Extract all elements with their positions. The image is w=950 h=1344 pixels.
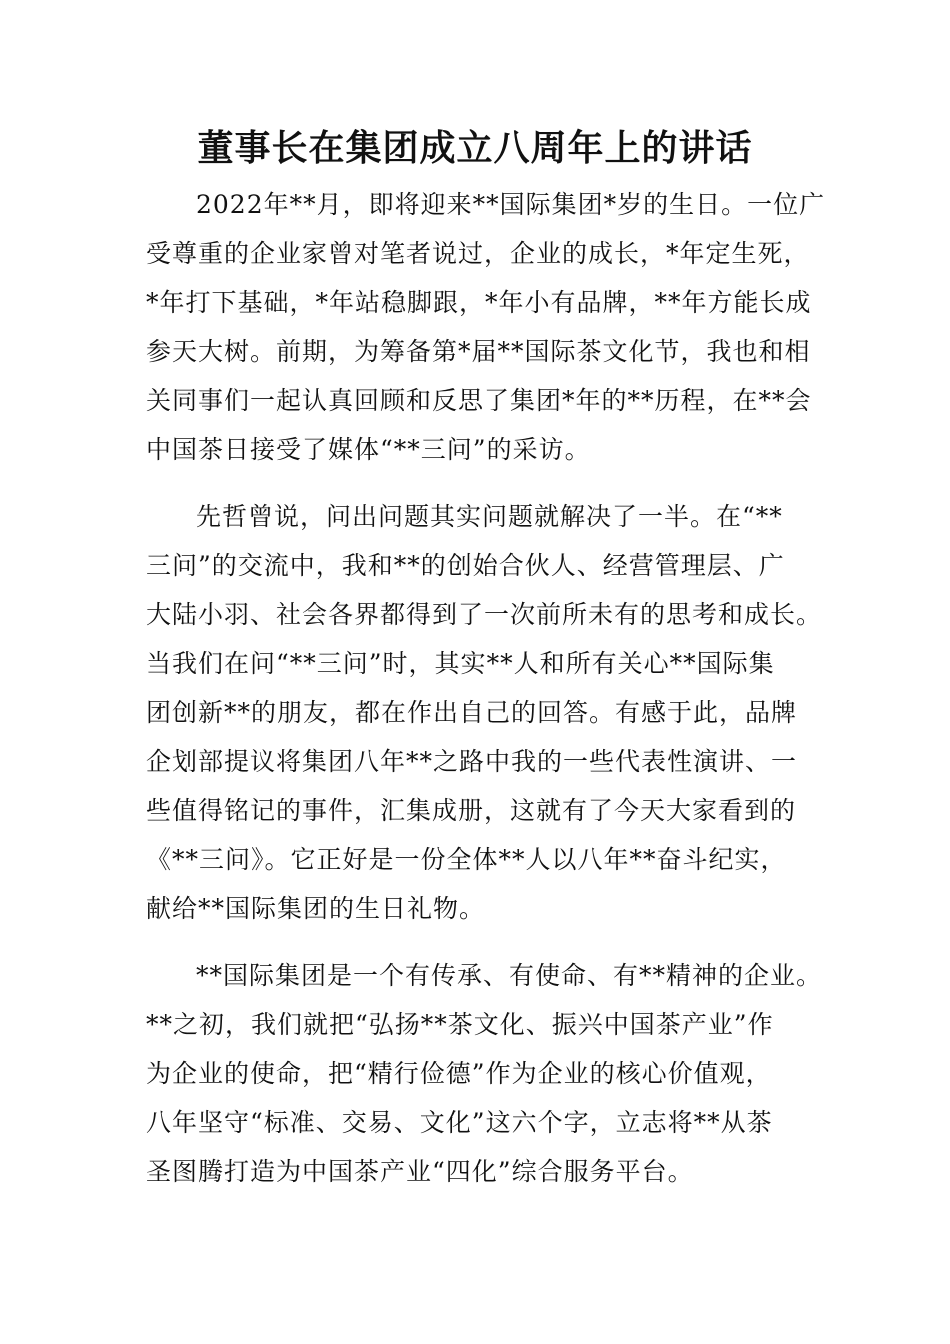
text-line: 企划部提议将集团八年**之路中我的一些代表性演讲、一 [146,747,798,776]
text-line: 圣图腾打造为中国茶产业“四化”综合服务平台。 [146,1157,694,1186]
text-line: 2022年**月，即将迎来**国际集团*岁的生日。一位广 [196,190,826,219]
text-line: 团创新**的朋友，都在作出自己的回答。有感于此，品牌 [146,698,798,727]
text-line: **之初，我们就把“弘扬**茶文化、振兴中国茶产业”作 [146,1010,774,1039]
text-line: 献给**国际集团的生日礼物。 [146,894,486,923]
document-body [146,180,826,1214]
text-line: 大陆小羽、社会各界都得到了一次前所未有的思考和成长。 [146,600,823,629]
text-line: 当我们在问“**三问”时，其实**人和所有关心**国际集 [146,649,775,678]
text-line: 关同事们一起认真回顾和反思了集团*年的**历程，在**会 [146,386,812,415]
text-line: 为企业的使命，把“精行俭德”作为企业的核心价值观， [146,1059,772,1088]
paragraph-1 [146,180,826,474]
text-line: 些值得铭记的事件，汇集成册，这就有了今天大家看到的 [146,796,797,825]
text-line: 中国茶日接受了媒体“**三问”的采访。 [146,435,591,464]
text-line: *年打下基础，*年站稳脚跟，*年小有品牌，**年方能长成 [146,288,812,317]
document-title: 董事长在集团成立八周年上的讲话 [197,127,753,169]
paragraph-3 [146,951,826,1196]
text-line: 八年坚守“标准、交易、文化”这六个字，立志将**从茶 [146,1108,773,1137]
text-line: 先哲曾说，问出问题其实问题就解决了一半。在“** [196,502,783,531]
text-line: 受尊重的企业家曾对笔者说过，企业的成长，*年定生死， [146,239,810,268]
text-line: **国际集团是一个有传承、有使命、有**精神的企业。 [196,961,823,990]
text-line: 参天大树。前期，为筹备第*届**国际茶文化节，我也和相 [146,337,811,366]
text-line: 《**三问》。它正好是一份全体**人以八年**奋斗纪实， [146,845,787,874]
paragraph-2 [146,492,826,933]
text-line: 三问”的交流中，我和**的创始合伙人、经营管理层、广 [146,551,785,580]
